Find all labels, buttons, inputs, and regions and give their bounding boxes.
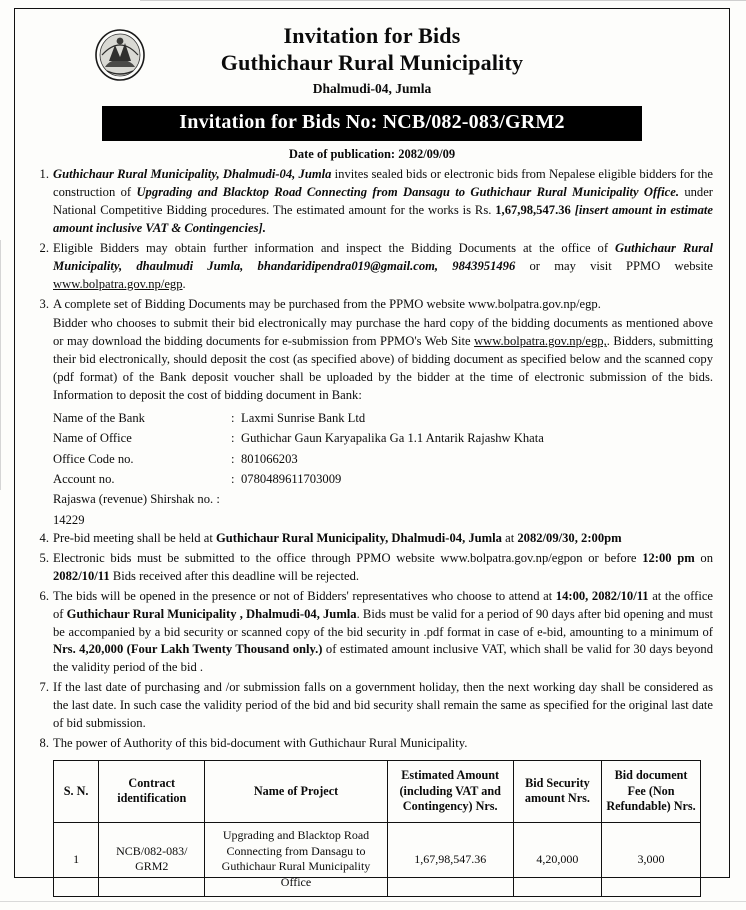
- inline-text: Pre-bid meeting shall be held at: [53, 531, 216, 546]
- bank-detail-label: Rajaswa (revenue) Shirshak no. : 14229: [53, 492, 220, 527]
- inline-text: Eligible Bidders may obtain further information and inspect the Bidding Documents at the office of: [53, 240, 615, 255]
- bank-detail-value: Guthichar Gaun Karyapalika Ga 1.1 Antarik Rajashw Khata: [241, 431, 544, 446]
- inline-text: 14:00, 2082/10/11: [555, 588, 649, 603]
- table-cell-project-name: Upgrading and Blacktop Road Connecting from Dansagu to Guthichaur Rural Municipality Office: [205, 823, 387, 896]
- page-edge-left: [0, 240, 4, 490]
- bank-detail-value: 801066203: [241, 451, 298, 466]
- project-table-wrapper: [53, 760, 701, 897]
- inline-text: [insert amount in estimate amount inclusive VAT & Contingencies].: [53, 203, 713, 236]
- table-cell-bid-document-fee: 3,000: [602, 823, 701, 896]
- document-header: [31, 19, 713, 162]
- table-header-row: [54, 760, 701, 823]
- inline-text: The power of Authority of this bid-document with Guthichaur Rural Municipality.: [53, 735, 468, 750]
- table-column-header: Name of Project: [205, 760, 387, 823]
- clause-number: 4.: [39, 531, 49, 546]
- clause-list: [31, 166, 713, 896]
- inline-text: under National Competitive Bidding procedures. The estimated amount for the works is Rs.: [53, 185, 713, 218]
- inline-text: of estimated amount inclusive VAT, which shall be valid for 30 days beyond the validity period of the bid .: [53, 642, 713, 675]
- clause-item: [31, 530, 713, 548]
- inline-text: or may visit PPMO website: [515, 258, 714, 273]
- bank-detail-label: Name of the Bank: [53, 410, 145, 425]
- inline-text: 1,67,98,547.36: [495, 203, 575, 218]
- table-cell-bid-security: 4,20,000: [513, 823, 601, 896]
- document-title-line2: Guthichaur Rural Municipality: [220, 49, 524, 75]
- clause-item: [31, 588, 713, 677]
- bank-detail-value: 0780489611703009: [241, 472, 342, 486]
- clause-number: 8.: [39, 735, 49, 750]
- inline-text: at: [501, 531, 518, 546]
- table-column-header: S. N.: [54, 760, 99, 823]
- inline-text: Nrs. 4,20,000 (Four Lakh Twenty Thousand only.): [53, 642, 323, 657]
- inline-text: Guthichaur Rural Municipality, Dhalmudi-04, Jumla: [215, 531, 502, 546]
- inline-text: Bids received after this deadline will be rejected.: [109, 568, 360, 583]
- clause-item: [31, 679, 713, 733]
- inline-text: . Bidders, submitting their bid electronically, should deposit the cost (as specified above) of bidding document as specified below and the scanned copy (pdf format) of the Bank deposit voucher shall be uploaded by the bidder at the time of electronic submission of the bids. Information to deposit the cost of bidding document in Bank:: [53, 334, 713, 402]
- clause-text: [53, 589, 713, 675]
- inline-text: invites sealed bids or electronic bids from Nepalese eligible bidders for the construction of: [53, 167, 713, 200]
- bank-detail-label: Name of Office: [53, 431, 132, 446]
- clause-number: 1.: [39, 167, 49, 182]
- clause-number: 7.: [39, 680, 49, 695]
- table-column-header: Contract identification: [99, 760, 205, 823]
- clause-text: [53, 680, 713, 730]
- inline-text: .: [182, 276, 186, 291]
- table-column-header: Estimated Amount (including VAT and Contingency) Nrs.: [387, 760, 513, 823]
- clause-number: 3.: [39, 296, 49, 311]
- clause-item: [31, 735, 713, 753]
- inline-text: Electronic bids must be submitted to the office through PPMO website www.bolpatra.gov.np/egpon or before: [53, 551, 643, 566]
- nepal-government-emblem-icon: [93, 27, 147, 83]
- bank-details-block: [31, 408, 713, 530]
- clause-text: [53, 551, 713, 583]
- inline-text: at the office of: [53, 588, 713, 621]
- page-edge-top: [140, 0, 746, 4]
- bank-detail-separator: :: [231, 410, 235, 425]
- clause-item: [31, 166, 713, 238]
- bank-detail-row: [53, 469, 713, 489]
- clause-item: [31, 240, 713, 294]
- bank-detail-row: [53, 428, 713, 448]
- clause-text: [53, 241, 713, 291]
- clause-text: [53, 736, 467, 750]
- inline-text: Upgrading and Blacktop Road Connecting from Dansagu to Guthichaur Rural Municipality Office.: [136, 185, 679, 200]
- bank-detail-row: [53, 408, 713, 428]
- inline-text: 2082/09/30, 2:00pm: [517, 531, 622, 546]
- inline-text: on: [694, 551, 713, 566]
- bank-detail-separator: :: [231, 431, 235, 446]
- bank-detail-separator: :: [231, 472, 235, 486]
- bank-detail-row: [53, 449, 713, 469]
- table-row: [54, 823, 701, 896]
- clause-number: 6.: [39, 588, 49, 603]
- inline-text: If the last date of purchasing and /or submission falls on a government holiday, then the next working day shall be considered as the last date. In such case the validity period of the bid and bid security shall remain the same as specified for the original last date of bid submission.: [53, 680, 713, 730]
- clause-number: 2.: [39, 240, 49, 255]
- inline-text: 12:00 pm: [642, 551, 695, 566]
- notice-frame: [14, 8, 730, 890]
- inline-text: Guthichaur Rural Municipality, dhaulmudi Jumla, bhandaridipendra019@gmail.com, 9843951496: [53, 240, 713, 273]
- inline-text: Guthichaur Rural Municipality, Dhalmudi-04, Jumla: [53, 167, 332, 182]
- table-cell-contract-id: NCB/082-083/ GRM2: [99, 823, 205, 896]
- clause-text: [53, 167, 713, 235]
- document-subtitle: Dhalmudi-04, Jumla: [312, 81, 432, 97]
- bank-detail-row: [53, 489, 713, 530]
- inline-text: Guthichaur Rural Municipality , Dhalmudi-04, Jumla: [66, 606, 357, 621]
- inline-text: . Bids must be valid for a period of 90 days after bid opening and must be accompanied by a bid security or scanned copy of the bid security in .pdf format in case of e-bid, amounting to a minimum of: [53, 606, 714, 639]
- table-column-header: Bid Security amount Nrs.: [513, 760, 601, 823]
- bank-detail-value: Laxmi Sunrise Bank Ltd: [241, 410, 366, 425]
- bid-number-banner: Invitation for Bids No: NCB/082-083/GRM2: [102, 106, 642, 141]
- clause-text: [53, 297, 601, 311]
- document-title-line1: Invitation for Bids: [283, 23, 461, 48]
- project-table: [53, 760, 701, 897]
- electronic-submission-paragraph: [31, 315, 713, 404]
- inline-text: 2082/10/11: [53, 568, 110, 583]
- bank-detail-label: Account no.: [53, 472, 115, 486]
- inline-text: Bidder who chooses to submit their bid electronically may purchase the hard copy of the bidding documents as mentioned above or may download the bidding documents for e-submission from PPMO's Web Site: [53, 316, 713, 349]
- clause-item: [31, 550, 713, 586]
- inline-link[interactable]: www.bolpatra.gov.np/egp,: [474, 334, 607, 349]
- table-column-header: Bid document Fee (Non Refundable) Nrs.: [602, 760, 701, 823]
- inline-text: The bids will be opened in the presence or not of Bidders' representatives who choose to attend at: [53, 588, 556, 603]
- inline-link[interactable]: www.bolpatra.gov.np/egp: [53, 276, 183, 291]
- bank-detail-separator: :: [231, 451, 235, 466]
- table-cell-sn: 1: [54, 823, 99, 896]
- bank-detail-label: Office Code no.: [53, 451, 134, 466]
- page-edge-bottom: [0, 899, 746, 902]
- clause-number: 5.: [39, 551, 49, 566]
- inline-text: A complete set of Bidding Documents may be purchased from the PPMO website www.bolpatra.gov.np/egp.: [53, 296, 601, 311]
- clause-text: [53, 531, 622, 545]
- clause-item: [31, 296, 713, 314]
- table-cell-estimated-amount: 1,67,98,547.36: [387, 823, 513, 896]
- publication-date: Date of publication: 2082/09/09: [288, 147, 456, 162]
